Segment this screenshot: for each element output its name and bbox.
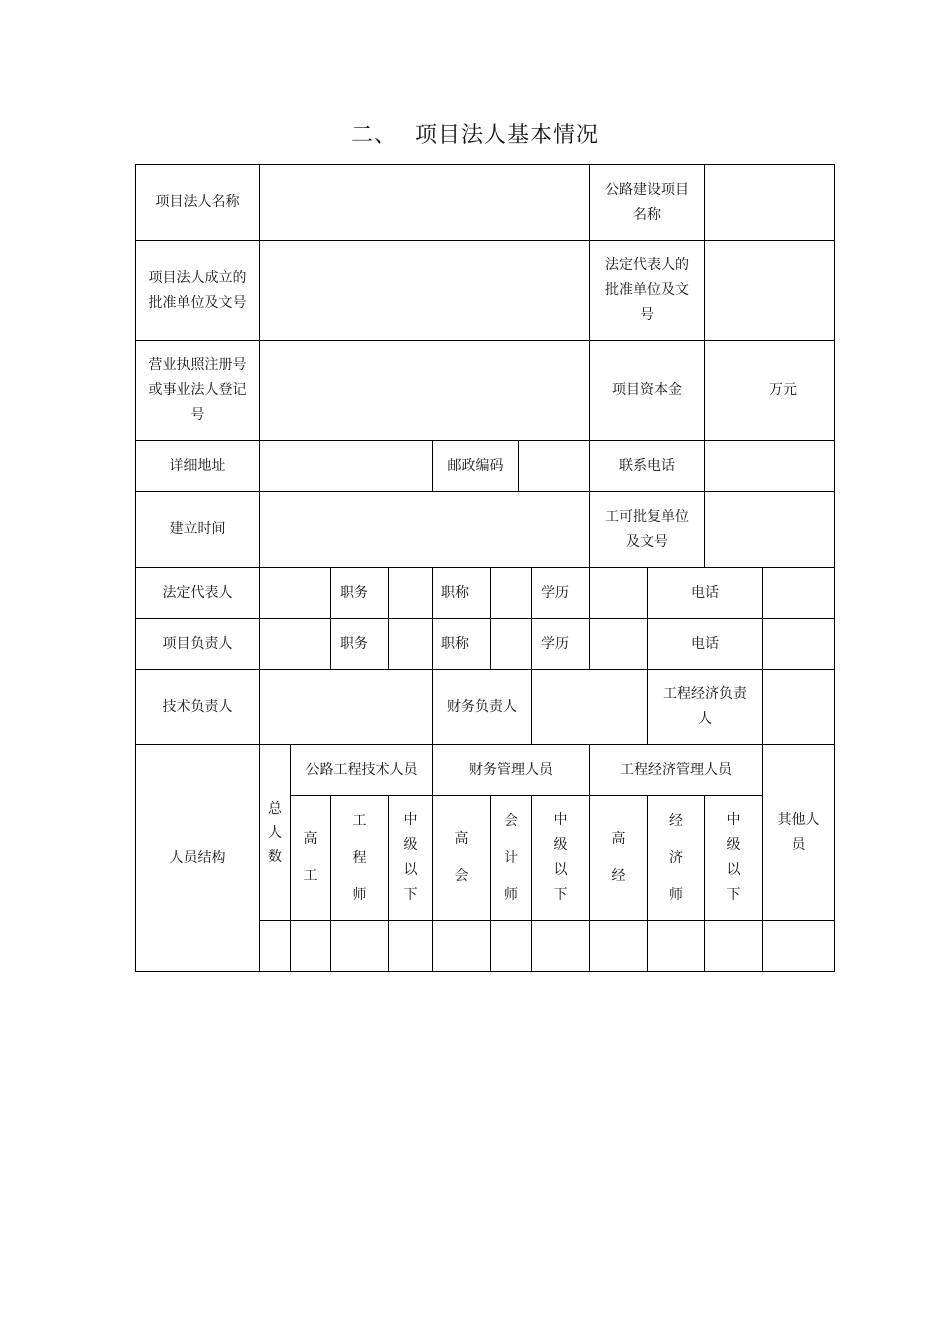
legal-rep-title-field[interactable] xyxy=(490,567,532,619)
highway-project-name-label: 公路建设项目名称 xyxy=(589,164,705,241)
senior-engineer-field[interactable] xyxy=(290,920,331,972)
other-staff-label: 其他人员 xyxy=(762,744,835,921)
project-lead-title-label: 职称 xyxy=(432,618,491,670)
establishment-approval-label: 项目法人成立的批准单位及文号 xyxy=(135,240,260,341)
project-lead-position-field[interactable] xyxy=(388,618,433,670)
mid-below-field-3[interactable] xyxy=(704,920,763,972)
contact-phone-field[interactable] xyxy=(704,440,835,492)
total-staff-label: 总人数 xyxy=(259,744,291,921)
contact-phone-label: 联系电话 xyxy=(589,440,705,492)
project-lead-field[interactable] xyxy=(259,618,331,670)
founded-time-label: 建立时间 xyxy=(135,491,260,568)
capital-unit: 万元 xyxy=(769,382,797,398)
legal-rep-education-field[interactable] xyxy=(589,567,648,619)
establishment-approval-field[interactable] xyxy=(259,240,590,341)
legal-rep-education-label: 学历 xyxy=(531,567,590,619)
project-lead-education-field[interactable] xyxy=(589,618,648,670)
econ-lead-label: 工程经济负责人 xyxy=(647,669,763,745)
legal-rep-title-label: 职称 xyxy=(432,567,491,619)
legal-rep-field[interactable] xyxy=(259,567,331,619)
accountant-header: 会计师 xyxy=(490,795,532,921)
project-lead-phone-field[interactable] xyxy=(762,618,835,670)
project-lead-education-label: 学历 xyxy=(531,618,590,670)
highway-project-name-field[interactable] xyxy=(704,164,835,241)
section-number: 二、 xyxy=(350,123,397,148)
project-lead-title-field[interactable] xyxy=(490,618,532,670)
project-lead-phone-label: 电话 xyxy=(647,618,763,670)
tech-lead-field[interactable] xyxy=(259,669,433,745)
senior-economist-header: 高经 xyxy=(589,795,648,921)
economist-field[interactable] xyxy=(647,920,705,972)
engineer-field[interactable] xyxy=(330,920,389,972)
legal-rep-position-field[interactable] xyxy=(388,567,433,619)
engineer-header: 工程师 xyxy=(330,795,389,921)
postcode-label: 邮政编码 xyxy=(432,440,519,492)
senior-engineer-header: 高工 xyxy=(290,795,331,921)
legal-rep-phone-field[interactable] xyxy=(762,567,835,619)
feasibility-approval-label: 工可批复单位及文号 xyxy=(589,491,705,568)
mid-below-header-2: 中级以下 xyxy=(531,795,590,921)
legal-rep-position-label: 职务 xyxy=(330,567,389,619)
legal-rep-approval-label: 法定代表人的批准单位及文号 xyxy=(589,240,705,341)
mid-below-field-1[interactable] xyxy=(388,920,433,972)
senior-accountant-header: 高会 xyxy=(432,795,491,921)
senior-economist-field[interactable] xyxy=(589,920,648,972)
mid-below-header-3: 中级以下 xyxy=(704,795,763,921)
economist-header: 经济师 xyxy=(647,795,705,921)
finance-group-header: 财务管理人员 xyxy=(432,744,590,796)
accountant-field[interactable] xyxy=(490,920,532,972)
address-field[interactable] xyxy=(259,440,433,492)
senior-accountant-field[interactable] xyxy=(432,920,491,972)
econ-lead-field[interactable] xyxy=(762,669,835,745)
capital-label: 项目资本金 xyxy=(589,340,705,441)
tech-lead-label: 技术负责人 xyxy=(135,669,260,745)
legal-entity-name-label: 项目法人名称 xyxy=(135,164,260,241)
capital-field[interactable] xyxy=(704,340,835,441)
finance-lead-field[interactable] xyxy=(531,669,648,745)
total-staff-field[interactable] xyxy=(259,920,291,972)
other-staff-field[interactable] xyxy=(762,920,835,972)
project-lead-position-label: 职务 xyxy=(330,618,389,670)
legal-rep-approval-field[interactable] xyxy=(704,240,835,341)
license-number-field[interactable] xyxy=(259,340,590,441)
feasibility-approval-field[interactable] xyxy=(704,491,835,568)
legal-rep-phone-label: 电话 xyxy=(647,567,763,619)
finance-lead-label: 财务负责人 xyxy=(432,669,532,745)
legal-entity-name-field[interactable] xyxy=(259,164,590,241)
highway-tech-group-header: 公路工程技术人员 xyxy=(290,744,433,796)
project-lead-label: 项目负责人 xyxy=(135,618,260,670)
mid-below-header-1: 中级以下 xyxy=(388,795,433,921)
staff-structure-label: 人员结构 xyxy=(135,744,260,972)
postcode-field[interactable] xyxy=(518,440,590,492)
legal-rep-label: 法定代表人 xyxy=(135,567,260,619)
section-title: 项目法人基本情况 xyxy=(415,123,600,148)
econ-group-header: 工程经济管理人员 xyxy=(589,744,763,796)
mid-below-field-2[interactable] xyxy=(531,920,590,972)
founded-time-field[interactable] xyxy=(259,491,590,568)
license-number-label: 营业执照注册号或事业法人登记号 xyxy=(135,340,260,441)
address-label: 详细地址 xyxy=(135,440,260,492)
